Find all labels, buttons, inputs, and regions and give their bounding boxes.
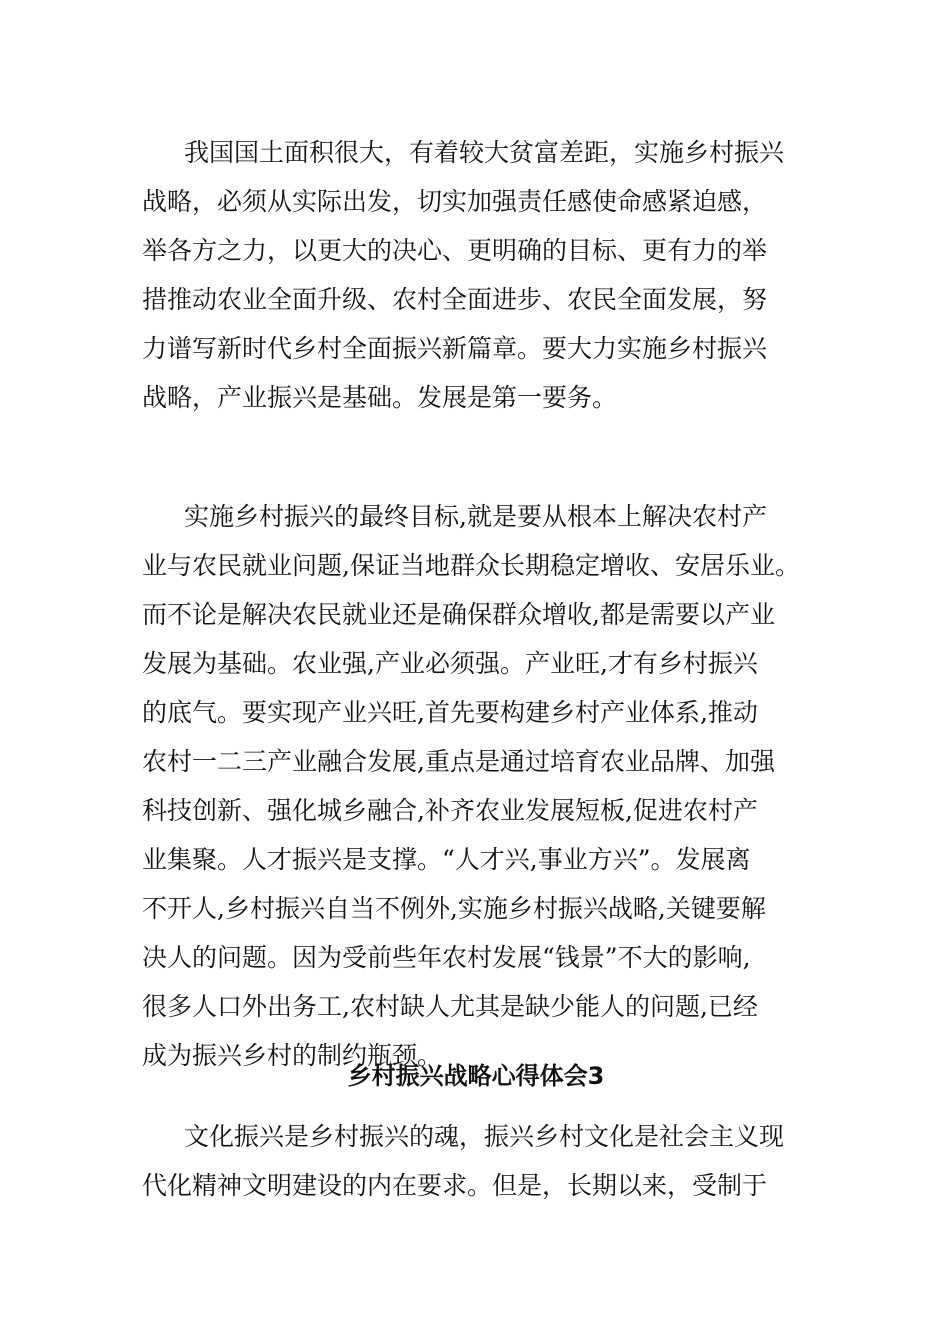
paragraph-line: 而不论是解决农民就业还是确保群众增收,都是需要以产业 [142, 600, 775, 629]
paragraph-line: 代化精神文明建设的内在要求。但是，长期以来，受制于 [142, 1171, 768, 1200]
paragraph-line: 实施乡村振兴的最终目标,就是要从根本上解决农村产 [184, 502, 767, 531]
paragraph-line: 措推动农业全面升级、农村全面进步、农民全面发展，努 [142, 285, 768, 314]
paragraph-line: 成为振兴乡村的制约瓶颈。 [142, 1041, 443, 1070]
paragraph-line: 业与农民就业问题,保证当地群众长期稳定增收、安居乐业。 [142, 551, 800, 580]
paragraph-line: 战略，产业振兴是基础。发展是第一要务。 [142, 383, 618, 412]
paragraph-line: 我国国土面积很大，有着较大贫富差距，实施乡村振兴 [184, 138, 785, 167]
paragraph-2 [142, 492, 810, 1080]
section-heading: 乡村振兴战略心得体会3 [347, 1062, 605, 1090]
paragraph-line: 很多人口外出务工,农村缺人尤其是缺少能人的问题,已经 [142, 992, 758, 1021]
paragraph-line: 业集聚。人才振兴是支撑。“人才兴,事业方兴”。发展离 [142, 845, 751, 874]
paragraph-3 [142, 1112, 810, 1210]
paragraph-line: 科技创新、强化城乡融合,补齐农业发展短板,促进农村产 [142, 796, 758, 825]
paragraph-line: 举各方之力，以更大的决心、更明确的目标、更有力的举 [142, 236, 768, 265]
paragraph-line: 决人的问题。因为受前些年农村发展“钱景”不大的影响, [142, 943, 751, 972]
paragraph-line: 文化振兴是乡村振兴的魂，振兴乡村文化是社会主义现 [184, 1122, 785, 1151]
paragraph-line: 战略，必须从实际出发，切实加强责任感使命感紧迫感， [142, 187, 768, 216]
paragraph-line: 发展为基础。农业强,产业必须强。产业旺,才有乡村振兴 [142, 649, 758, 678]
paragraph-line: 力谱写新时代乡村全面振兴新篇章。要大力实施乡村振兴 [142, 334, 768, 363]
paragraph-line: 的底气。要实现产业兴旺,首先要构建乡村产业体系,推动 [142, 698, 758, 727]
paragraph-line: 不开人,乡村振兴自当不例外,实施乡村振兴战略,关键要解 [142, 894, 766, 923]
paragraph-1 [142, 128, 810, 422]
paragraph-line: 农村一二三产业融合发展,重点是通过培育农业品牌、加强 [142, 747, 775, 776]
